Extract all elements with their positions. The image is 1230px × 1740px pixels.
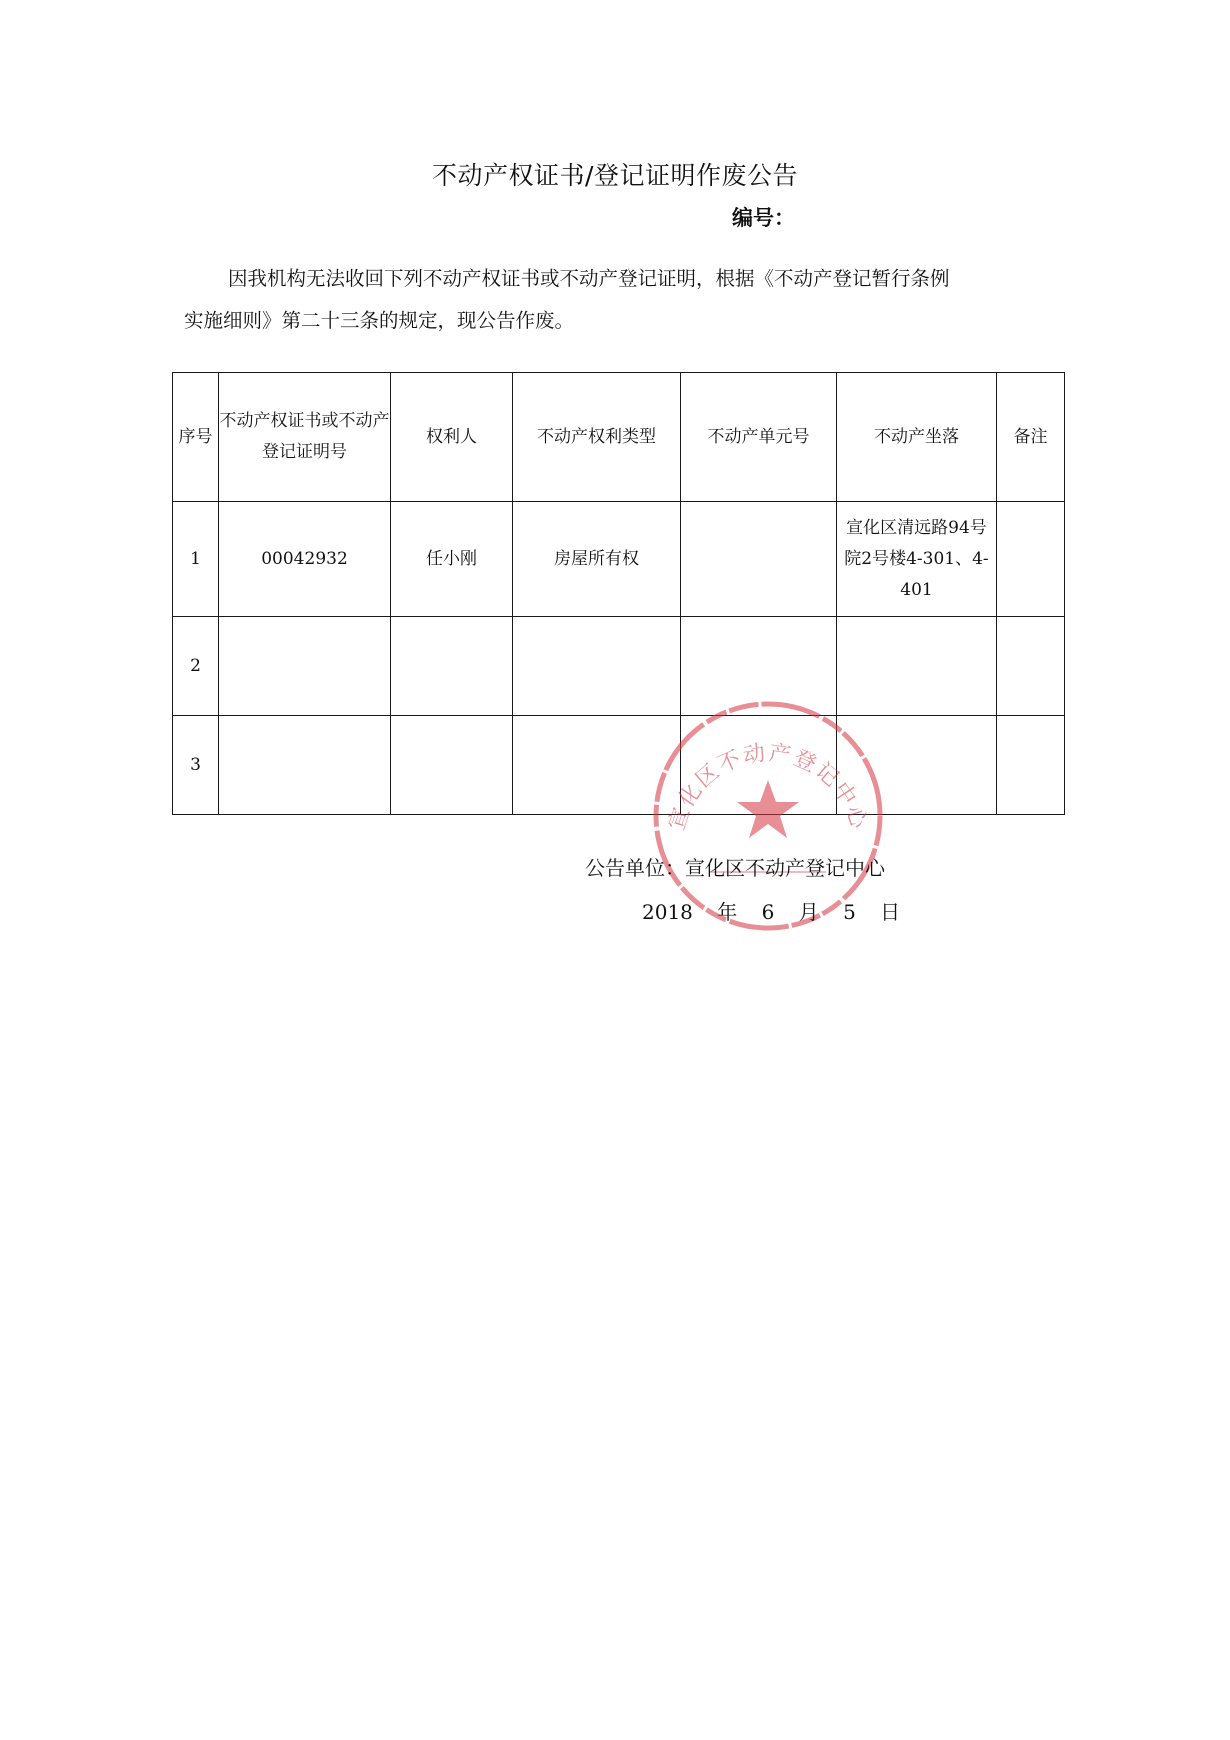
date-year-suffix: 年 — [717, 900, 738, 924]
date-day-suffix: 日 — [880, 900, 901, 924]
cell-location: 宣化区清远路94号院2号楼4-301、4-401 — [837, 502, 997, 617]
header-remark: 备注 — [997, 373, 1065, 502]
cell-unit-no — [681, 716, 837, 815]
table-header-row — [173, 373, 1065, 502]
cell-no: 3 — [173, 716, 219, 815]
date-year: 2018 — [642, 900, 693, 924]
header-no: 序号 — [173, 373, 219, 502]
cell-remark — [997, 716, 1065, 815]
intro-line-2: 实施细则》第二十三条的规定，现公告作废。 — [184, 309, 575, 332]
header-unit-no: 不动产单元号 — [681, 373, 837, 502]
serial-label: 编号： — [732, 206, 795, 230]
header-right-type: 不动产权利类型 — [513, 373, 681, 502]
cell-location — [837, 617, 997, 716]
table-row — [173, 617, 1065, 716]
cell-holder — [391, 617, 513, 716]
cell-cert-no: 00042932 — [219, 502, 391, 617]
date-day: 5 — [843, 900, 856, 924]
announcing-unit: 公告单位：宣化区不动产登记中心 — [585, 856, 885, 880]
cell-unit-no — [681, 617, 837, 716]
announcement-date — [642, 896, 914, 925]
date-month-suffix: 月 — [798, 900, 819, 924]
cell-cert-no — [219, 716, 391, 815]
cell-right-type: 房屋所有权 — [513, 502, 681, 617]
page-title: 不动产权证书/登记证明作废公告 — [432, 161, 798, 190]
cell-cert-no — [219, 617, 391, 716]
cell-right-type — [513, 617, 681, 716]
cell-right-type — [513, 716, 681, 815]
header-location: 不动产坐落 — [837, 373, 997, 502]
header-holder: 权利人 — [391, 373, 513, 502]
cell-no: 2 — [173, 617, 219, 716]
date-month: 6 — [761, 900, 775, 924]
intro-paragraph — [184, 258, 1054, 342]
table-row — [173, 502, 1065, 617]
cell-remark — [997, 502, 1065, 617]
seal-text: 宣化区不动产登记中心 — [664, 740, 872, 834]
intro-line-1: 因我机构无法收回下列不动产权证书或不动产登记证明，根据《不动产登记暂行条例 — [228, 267, 950, 290]
cell-holder — [391, 716, 513, 815]
cell-remark — [997, 617, 1065, 716]
cell-unit-no — [681, 502, 837, 617]
header-cert-no: 不动产权证书或不动产登记证明号 — [219, 373, 391, 502]
cell-no: 1 — [173, 502, 219, 617]
cell-holder: 任小刚 — [391, 502, 513, 617]
void-certificate-table — [172, 372, 1065, 815]
serial-number — [728, 202, 799, 232]
table-row — [173, 716, 1065, 815]
cell-location — [837, 716, 997, 815]
